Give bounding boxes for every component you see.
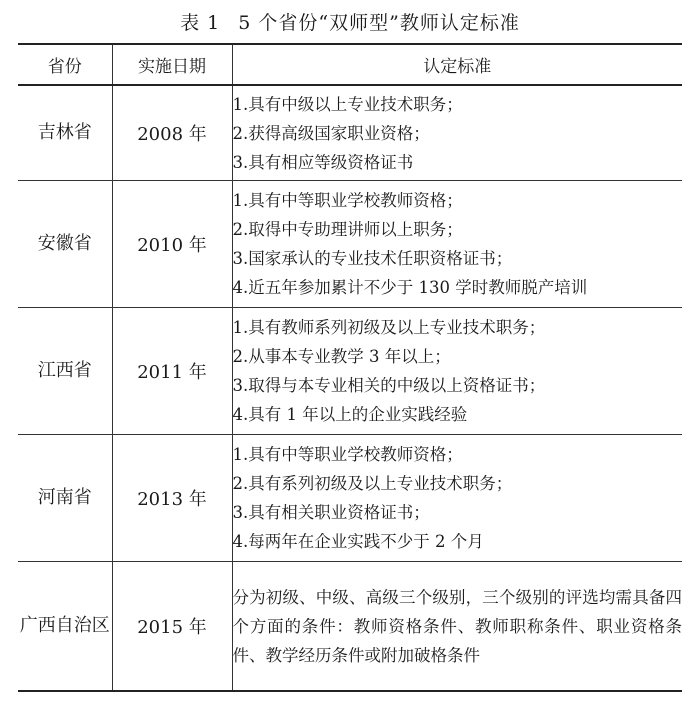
province-cell: 河南省: [18, 435, 112, 562]
table-caption: [0, 8, 700, 35]
criteria-item: 3.国家承认的专业技术任职资格证书；: [232, 249, 513, 268]
table-row: [18, 562, 682, 692]
criteria-item: 1.具有中级以上专业技术职务；: [232, 94, 463, 114]
criteria-cell: [232, 308, 682, 435]
criteria-item: 3.具有相关职业资格证书；: [232, 503, 430, 522]
header-criteria: 认定标准: [232, 44, 682, 85]
criteria-item: 1.具有中等职业学校教师资格；: [232, 445, 463, 464]
province-cell: 吉林省: [18, 85, 112, 181]
criteria-cell: [232, 85, 682, 181]
criteria-paragraph: 分为初级、中级、高级三个级别，三个级别的评选均需具备四个方面的条件：教师资格条件、教师职称条件、职业资格条件、教学经历条件或附加破格条件: [232, 587, 682, 665]
criteria-item: 1.具有中等职业学校教师资格；: [232, 191, 463, 210]
criteria-item: 2.取得中专助理讲师以上职务；: [232, 220, 463, 239]
criteria-item: 2.具有系列初级及以上专业技术职务；: [232, 474, 513, 493]
criteria-item: 4.具有 1 年以上的企业实践经验: [232, 405, 468, 424]
header-date: 实施日期: [112, 44, 232, 85]
date-cell: 2013 年: [112, 435, 232, 562]
header-province: 省份: [18, 44, 112, 85]
criteria-cell: [232, 181, 682, 308]
criteria-item: 2.从事本专业教学 3 年以上；: [232, 347, 451, 366]
date-cell: 2010 年: [112, 181, 232, 308]
table-row: [18, 435, 682, 562]
date-cell: 2008 年: [112, 85, 232, 181]
table-row: [18, 181, 682, 308]
criteria-table: [18, 43, 682, 692]
table-title: 5 个省份“双师型”教师认定标准: [238, 12, 520, 34]
criteria-item: 4.每两年在企业实践不少于 2 个月: [232, 532, 484, 551]
criteria-item: 3.具有相应等级资格证书: [232, 152, 414, 172]
criteria-cell: [232, 435, 682, 562]
criteria-item: 1.具有教师系列初级及以上专业技术职务；: [232, 318, 546, 337]
date-cell: 2015 年: [112, 562, 232, 692]
header-row: [18, 44, 682, 85]
criteria-cell: [232, 562, 682, 692]
criteria-item: 2.获得高级国家职业资格；: [232, 123, 430, 143]
table-number: 表 1: [180, 12, 221, 34]
date-cell: 2011 年: [112, 308, 232, 435]
province-cell: 安徽省: [18, 181, 112, 308]
table-row: [18, 308, 682, 435]
criteria-item: 4.近五年参加累计不少于 130 学时教师脱产培训: [232, 278, 588, 297]
province-cell: 江西省: [18, 308, 112, 435]
province-cell: 广西自治区: [18, 562, 112, 692]
table-row: [18, 85, 682, 181]
criteria-item: 3.取得与本专业相关的中级以上资格证书；: [232, 376, 546, 395]
